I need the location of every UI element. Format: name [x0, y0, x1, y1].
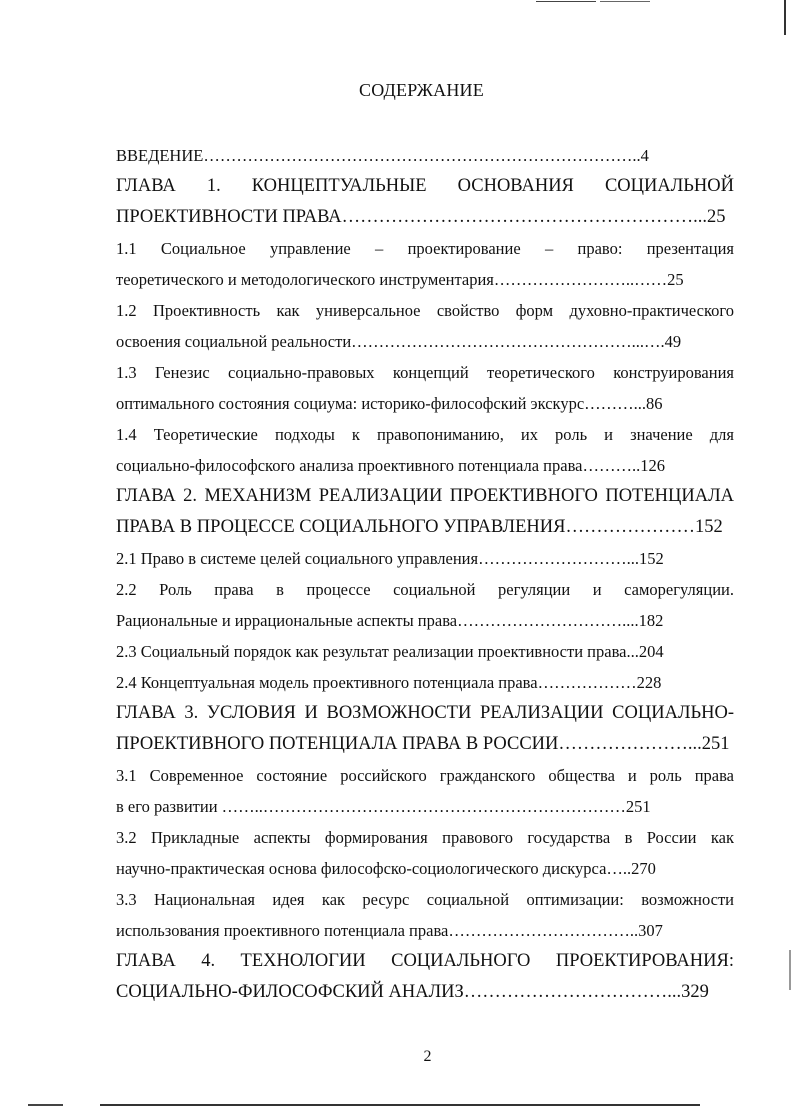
toc-section-3-3: 3.3 Национальная идея как ресурс социальной оптимизации: возможности — [116, 890, 734, 909]
toc-section-1-3-end: оптимального состояния социума: историко-философский экскурс………...86 — [116, 394, 663, 413]
toc-chapter-4-title-end: СОЦИАЛЬНО-ФИЛОСОФСКИЙ АНАЛИЗ……………………………...329 — [116, 982, 709, 1002]
table-of-contents — [116, 140, 734, 1008]
scan-artifact-right — [789, 950, 791, 990]
toc-chapter-2-title: ГЛАВА 2. МЕХАНИЗМ РЕАЛИЗАЦИИ ПРОЕКТИВНОГО ПОТЕНЦИАЛА — [116, 486, 734, 506]
scan-artifact-top — [536, 1, 596, 2]
toc-section-1-2-end: освоения социальной реальности……………………………………………...….49 — [116, 332, 682, 351]
toc-section-1-4: 1.4 Теоретические подходы к правопониманию, их роль и значение для — [116, 425, 734, 444]
toc-section-3-1: 3.1 Современное состояние российского гражданского общества и роль права — [116, 766, 734, 785]
toc-section-1-2: 1.2 Проективность как универсальное свойство форм духовно-практического — [116, 301, 734, 320]
scan-artifact-top — [600, 1, 650, 2]
toc-section-1-4-end: социально-философского анализа проективного потенциала права………..126 — [116, 456, 665, 475]
toc-section-1-1-end: теоретического и методологического инструментария……………………..……25 — [116, 270, 684, 289]
scan-artifact-bottom — [100, 1104, 700, 1106]
toc-entry-intro: ВВЕДЕНИЕ……………………………………………………………………..4 — [116, 146, 649, 165]
toc-chapter-3-title-end: ПРОЕКТИВНОГО ПОТЕНЦИАЛА ПРАВА В РОССИИ…………………...251 — [116, 734, 730, 754]
toc-chapter-2-title-end: ПРАВА В ПРОЦЕССЕ СОЦИАЛЬНОГО УПРАВЛЕНИЯ…………………152 — [116, 517, 723, 537]
page-number: 2 — [423, 1048, 432, 1065]
page-title: СОДЕРЖАНИЕ — [359, 80, 484, 100]
toc-chapter-1-title-end: ПРОЕКТИВНОСТИ ПРАВА…………………………………………………...25 — [116, 207, 726, 227]
toc-section-1-3: 1.3 Генезис социально-правовых концепций теоретического конструирования — [116, 363, 734, 382]
toc-section-3-2: 3.2 Прикладные аспекты формирования правового государства в России как — [116, 828, 734, 847]
scan-artifact-right — [784, 0, 786, 35]
toc-section-2-2-end: Рациональные и иррациональные аспекты права…………………………....182 — [116, 611, 664, 630]
toc-chapter-4-title: ГЛАВА 4. ТЕХНОЛОГИИ СОЦИАЛЬНОГО ПРОЕКТИРОВАНИЯ: — [116, 951, 734, 971]
toc-chapter-1-title: ГЛАВА 1. КОНЦЕПТУАЛЬНЫЕ ОСНОВАНИЯ СОЦИАЛЬНОЙ — [116, 176, 734, 196]
toc-chapter-3-title: ГЛАВА 3. УСЛОВИЯ И ВОЗМОЖНОСТИ РЕАЛИЗАЦИИ СОЦИАЛЬНО- — [116, 703, 734, 723]
toc-section-3-1-end: в его развитии ……..…………………………………………………………251 — [116, 797, 651, 816]
toc-section-3-2-end: научно-практическая основа философско-социологического дискурса…..270 — [116, 859, 656, 878]
toc-section-1-1: 1.1 Социальное управление – проектирование – право: презентация — [116, 239, 734, 258]
toc-section-2-1: 2.1 Право в системе целей социального управления………………………...152 — [116, 549, 664, 568]
toc-section-2-3: 2.3 Социальный порядок как результат реализации проективности права...204 — [116, 642, 664, 661]
toc-section-3-3-end: использования проективного потенциала права……………………………..307 — [116, 921, 663, 940]
scan-artifact-bottom — [28, 1104, 63, 1106]
toc-section-2-2: 2.2 Роль права в процессе социальной регуляции и саморегуляции. — [116, 580, 734, 599]
toc-section-2-4: 2.4 Концептуальная модель проективного потенциала права………………228 — [116, 673, 662, 692]
